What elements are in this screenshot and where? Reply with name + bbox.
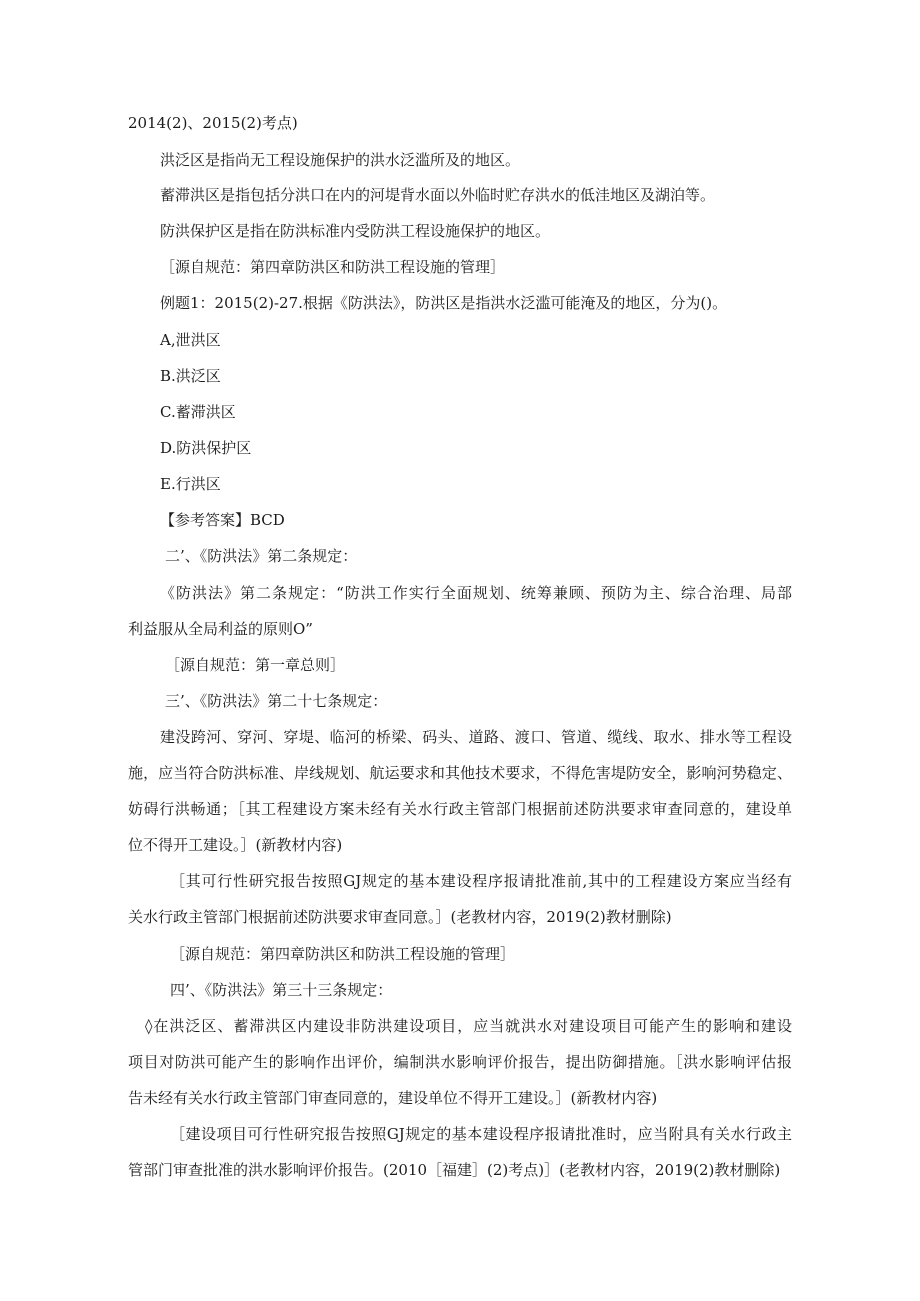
section4-para1-line-3: 告未经有关水行政主管部门审查同意的，建设单位不得开工建设。］(新教材内容) xyxy=(128,1089,658,1107)
section2-line-1: 《防洪法》第二条规定：“防洪工作实行全面规划、统筹兼顾、预防为主、综合治理、局部 xyxy=(160,584,792,602)
source-citation: ［源自规范：第四章防洪区和防洪工程设施的管理］ xyxy=(160,258,506,276)
section-heading: 2014(2)、2015(2)考点) xyxy=(128,114,298,132)
section3-para2-line-2: 关水行政主管部门根据前述防洪要求审查同意。］(老教材内容，2019(2)教材删除) xyxy=(128,908,672,926)
section2-title: 二’、《防洪法》第二条规定： xyxy=(165,547,358,565)
definition-detention-area: 蓄滞洪区是指包括分洪口在内的河堤背水面以外临时贮存洪水的低洼地区及湖泊等。 xyxy=(160,186,716,204)
option-c: C.蓄滞洪区 xyxy=(160,403,236,421)
section3-para1-line-3: 妨碍行洪畅通；［其工程建设方案未经有关水行政主管部门根据前述防洪要求审查同意的，建设单 xyxy=(128,800,792,818)
section4-para1-line-2: 项目对防洪可能产生的影响作出评价，编制洪水影响评价报告，提出防御措施。［洪水影响评估报 xyxy=(128,1053,792,1071)
section3-title: 三’、《防洪法》第二十七条规定： xyxy=(165,692,388,710)
section2-line-2: 利益服从全局利益的原则O” xyxy=(128,620,313,638)
section3-para1-line-2: 施，应当符合防洪标准、岸线规划、航运要求和其他技术要求，不得危害堤防安全，影响河势稳定、 xyxy=(128,764,792,782)
section4-para1-line-1: ◊在洪泛区、蓄滞洪区内建设非防洪建设项目，应当就洪水对建设项目可能产生的影响和建设 xyxy=(145,1017,792,1035)
reference-answer: 【参考答案】BCD xyxy=(160,511,285,529)
option-b: B.洪泛区 xyxy=(160,367,221,385)
example-question: 例题1：2015(2)-27.根据《防洪法》，防洪区是指洪水泛滥可能淹及的地区，分为()。 xyxy=(160,294,728,312)
section4-para2-line-2: 管部门审查批准的洪水影响评价报告。(2010［福建］(2)考点)］(老教材内容，2019(2)教材删除) xyxy=(128,1161,781,1179)
section2-source: ［源自规范：第一章总则］ xyxy=(165,656,346,674)
option-a: A,泄洪区 xyxy=(160,331,221,349)
section3-para2-line-1: ［其可行性研究报告按照GJ规定的基本建设程序报请批准前,其中的工程建设方案应当经有 xyxy=(170,872,792,890)
section3-para1-line-1: 建没跨河、穿河、穿堤、临河的桥梁、码头、道路、渡口、管道、缆线、取水、排水等工程设 xyxy=(160,728,792,746)
section4-title: 四’、《防洪法》第三十三条规定： xyxy=(170,981,393,999)
definition-protection-area: 防洪保护区是指在防洪标准内受防洪工程设施保护的地区。 xyxy=(160,222,551,240)
option-d: D.防洪保护区 xyxy=(160,439,252,457)
section3-source: ［源自规范：第四章防洪区和防洪工程设施的管理］ xyxy=(170,945,516,963)
section3-para1-line-4: 位不得开工建设。］(新教材内容) xyxy=(128,836,343,854)
section4-para2-line-1: ［建设项目可行性研究报告按照GJ规定的基本建设程序报请批准时，应当附具有关水行政主 xyxy=(170,1125,792,1143)
definition-flood-area: 洪泛区是指尚无工程设施保护的洪水泛滥所及的地区。 xyxy=(160,151,521,169)
option-e: E.行洪区 xyxy=(160,475,221,493)
